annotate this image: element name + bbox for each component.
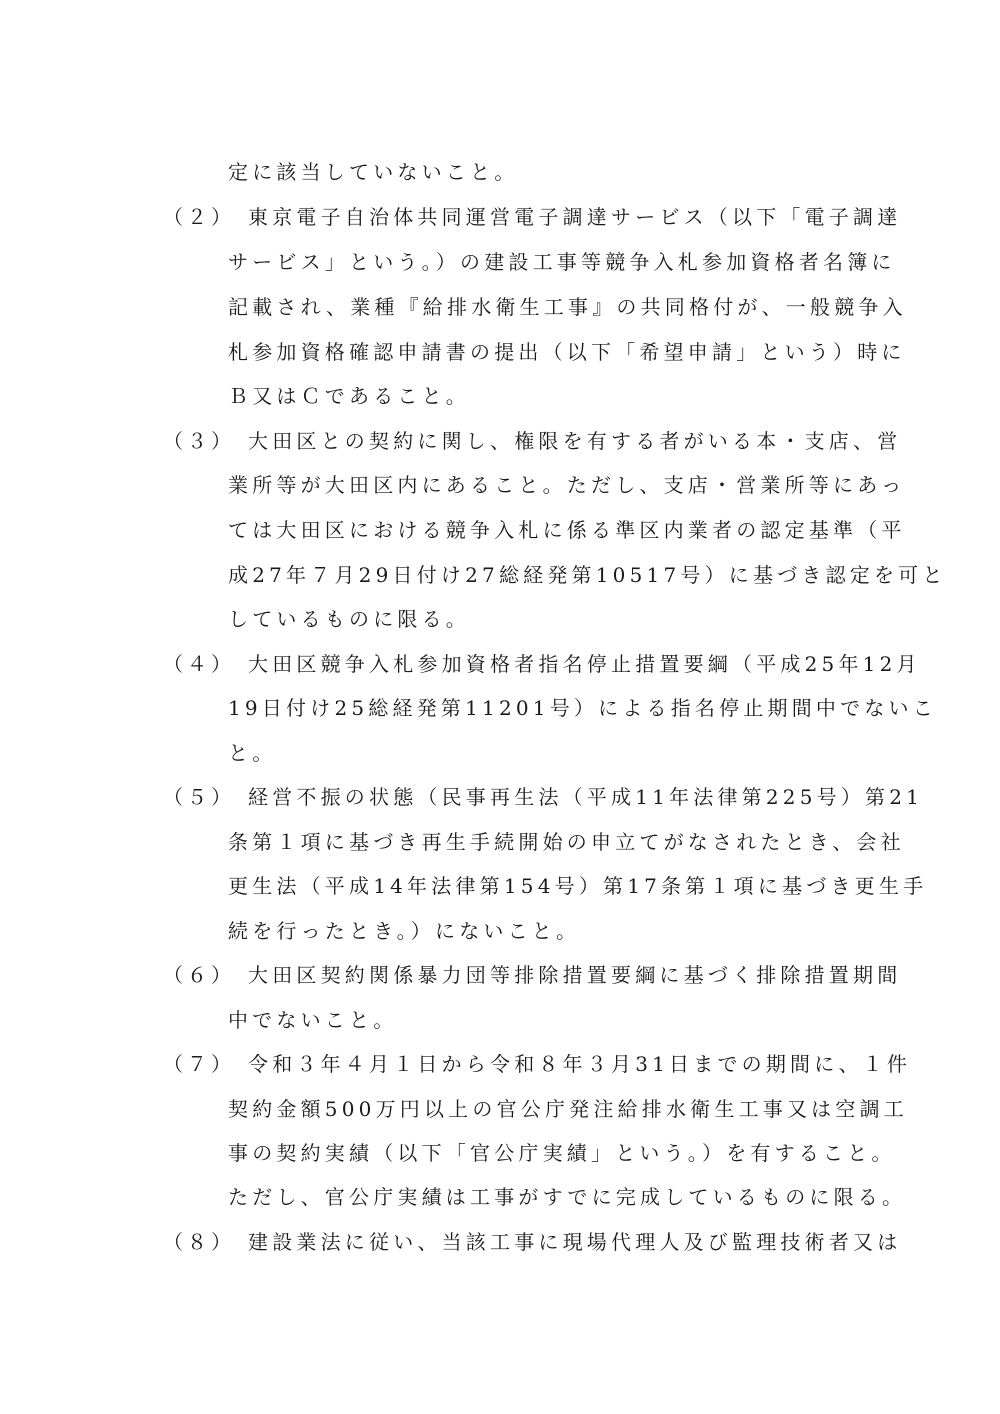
item-5-marker: （５）	[163, 785, 235, 809]
item-8-marker: （８）	[163, 1230, 235, 1254]
item-7-line-3: 事の契約実績（以下「官公庁実績」という。）を有すること。	[228, 1141, 896, 1165]
item-4-line-3: と。	[228, 741, 277, 765]
item-2-line-1: 東京電子自治体共同運営電子調達サービス（以下「電子調達	[248, 205, 902, 229]
item-3-line-1: 大田区との契約に関し、権限を有する者がいる本・支店、営	[248, 429, 902, 453]
item-3-line-4: 成27年７月29日付け27総経発第10517号）に基づき認定を可と	[228, 563, 947, 587]
item-3-marker: （３）	[163, 429, 235, 453]
item-2-line-2: サービス」という。）の建設工事等競争入札参加資格者名簿に	[228, 250, 896, 274]
item-2-line-3: 記載され、業種『給排水衛生工事』の共同格付が、一般競争入	[228, 295, 907, 319]
item-5-line-4: 続を行ったとき。）にないこと。	[228, 919, 581, 943]
item-4-marker: （４）	[163, 652, 235, 676]
item-2-line-5: Ｂ又はＣであること。	[228, 384, 470, 408]
item-6-line-2: 中でないこと。	[228, 1008, 398, 1032]
item-5-line-2: 条第１項に基づき再生手続開始の申立てがなされたとき、会社	[228, 830, 905, 854]
item-6-marker: （６）	[163, 963, 235, 987]
continuation-line: 定に該当していないこと。	[228, 160, 519, 184]
item-3-line-5: しているものに限る。	[228, 607, 470, 631]
item-5-line-1: 経営不振の状態（民事再生法（平成11年法律第225号）第21	[248, 785, 924, 809]
item-2-marker: （２）	[163, 205, 235, 229]
item-8-line-1: 建設業法に従い、当該工事に現場代理人及び監理技術者又は	[248, 1230, 902, 1254]
item-7-line-4: ただし、官公庁実績は工事がすでに完成しているものに限る。	[228, 1185, 907, 1209]
item-5-line-3: 更生法（平成14年法律第154号）第17条第１項に基づき更生手	[228, 874, 928, 898]
item-6-line-1: 大田区契約関係暴力団等排除措置要綱に基づく排除措置期間	[248, 963, 902, 987]
item-7-marker: （７）	[163, 1052, 235, 1076]
item-7-line-2: 契約金額500万円以上の官公庁発注給排水衛生工事又は空調工	[228, 1097, 908, 1121]
item-2-line-4: 札参加資格確認申請書の提出（以下「希望申請」という）時に	[228, 340, 906, 364]
item-3-line-3: ては大田区における競争入札に係る準区内業者の認定基準（平	[228, 518, 906, 542]
item-4-line-2: 19日付け25総経発第11201号）による指名停止期間中でないこ	[228, 696, 937, 720]
item-4-line-1: 大田区競争入札参加資格者指名停止措置要綱（平成25年12月	[248, 652, 921, 676]
item-7-line-1: 令和３年４月１日から令和８年３月31日までの期間に、１件	[248, 1052, 912, 1076]
item-3-line-2: 業所等が大田区内にあること。ただし、支店・営業所等にあっ	[228, 473, 906, 497]
